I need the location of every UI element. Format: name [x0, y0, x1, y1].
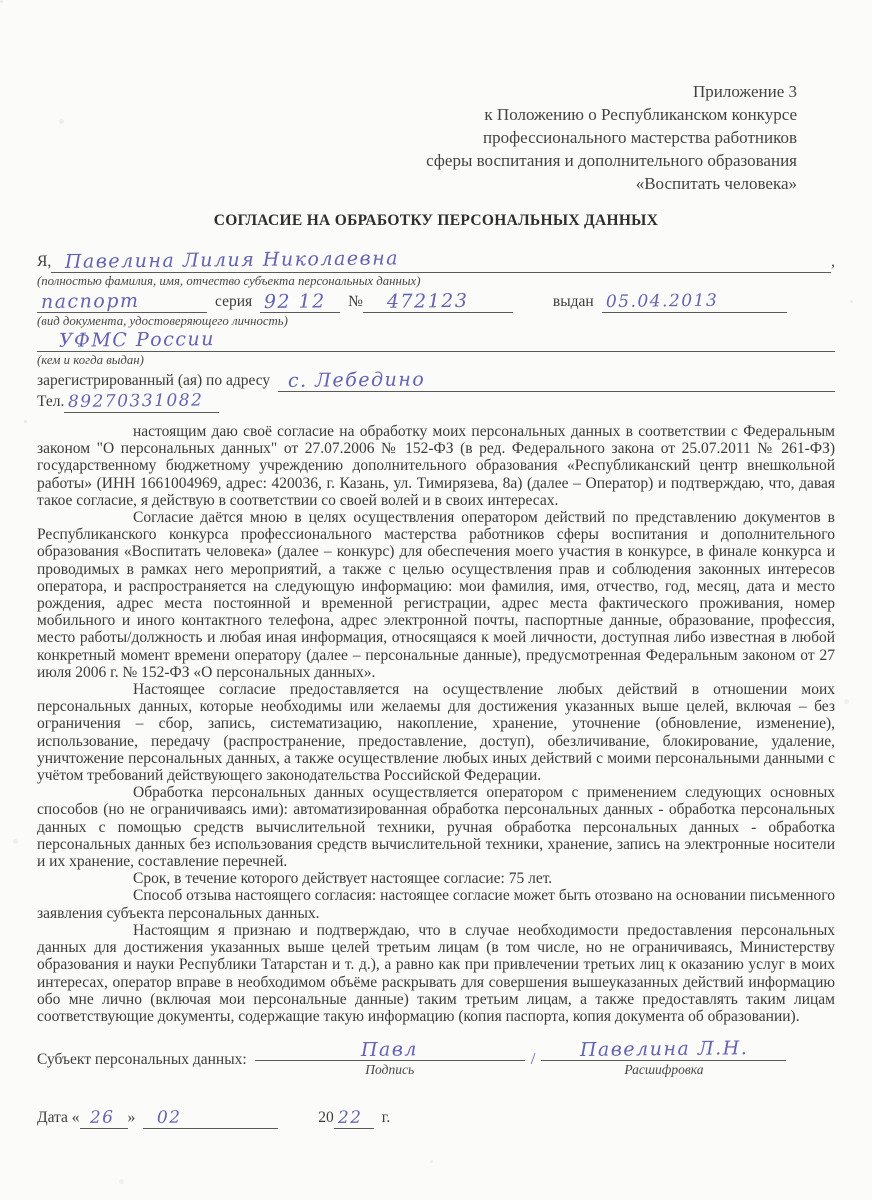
phone-row	[37, 392, 835, 413]
address-field	[278, 368, 835, 392]
issued-date-handwriting: 05.04.2013	[605, 290, 719, 312]
signature-handwriting: Павл	[360, 1038, 419, 1062]
address-row	[37, 368, 835, 392]
issuer-handwriting: УФМС России	[58, 328, 216, 352]
paragraph-actions: Настоящее согласие предоставляется на осуществление любых действий в отношении моих персональных данных, которые необходимы или желаемы для достижения указанных выше целей, включая – без ограничения – сбор, запись, систематизацию, накопление, хранение, уточнение (обновление, изменение), использование, передачу (распространение, предоставление, доступ), обезличивание, блокирование, удаление, уничтожение персональных данных, а также осуществление любых иных действий с моими персональными данными с учётом требований действующего законодательства Российской Федерации.	[37, 681, 835, 785]
issuer-field	[37, 328, 835, 352]
doc-type-handwriting: паспорт	[40, 289, 140, 313]
full-name-row	[37, 247, 835, 273]
series-handwriting: 92 12	[263, 290, 327, 313]
date-year-field	[334, 1109, 374, 1129]
date-day-field	[80, 1109, 128, 1129]
full-name-handwriting: Павелина Лилия Николаевна	[64, 247, 400, 273]
page-title: СОГЛАСИЕ НА ОБРАБОТКУ ПЕРСОНАЛЬНЫХ ДАННЫХ	[213, 212, 659, 229]
full-name-field	[51, 247, 831, 273]
date-suffix: г.	[381, 1109, 391, 1127]
phone-handwriting: 89270331082	[68, 390, 204, 412]
passport-row	[37, 289, 835, 313]
date-century-label: 20	[318, 1109, 334, 1127]
phone-label: Тел.	[37, 393, 65, 410]
phone-field	[64, 390, 219, 413]
date-day-handwriting: 26	[89, 1107, 115, 1129]
number-label: №	[348, 293, 363, 310]
subject-label: Субъект персональных данных:	[37, 1051, 247, 1069]
date-year-handwriting: 22	[337, 1107, 363, 1129]
paragraph-third-parties: Настоящим я признаю и подтверждаю, что в случае необходимости предоставления персональных данных для достижения указанных выше целей третьим лицам (в том числе, но не ограничиваясь, Министерству образования и науки Республики Татарстан и т. д.), а равно как при привлечении третьих лиц к оказанию услуг в моих интересах, оператор вправе в необходимом объёме раскрывать для совершения вышеуказанных действий информацию обо мне лично (включая мои персональные данные) таким третьим лицам, а также предоставлять таким лицам соответствующие документы, содержащие такую информацию (копия паспорта, копия документа об образовании).	[37, 921, 835, 1025]
signature-block	[37, 1037, 835, 1080]
i-label: Я,	[37, 253, 52, 270]
appendix-line: «Воспитать человека»	[635, 174, 797, 193]
issued-label: выдан	[552, 293, 594, 310]
doc-type-field	[37, 289, 207, 313]
signature-separator: /	[530, 1049, 536, 1069]
paragraph-term: Срок, в течение которого действует настоящее согласие: 75 лет.	[133, 870, 553, 888]
number-field	[363, 289, 513, 313]
date-label: Дата «	[37, 1109, 80, 1127]
date-month-handwriting: 02	[157, 1107, 182, 1128]
number-handwriting: 472123	[386, 289, 469, 313]
date-month-field	[143, 1109, 278, 1129]
appendix-line: профессионального мастерства работников	[483, 128, 797, 147]
date-close-quote: »	[127, 1109, 136, 1127]
paragraph-purpose: Согласие даётся мною в целях осуществления оператором действий по представлению документов в Республиканского конкурса профессионального мастерства работников сферы воспитания и дополнительного образования «Воспитать человека» (далее – конкурс) для обеспечения моего участия в конкурсе, в финале конкурса и проводимых в рамках него мероприятий, а также с целью осуществления прав и соблюдения законных интересов оператора, и распространяется на следующую информацию: мои фамилия, имя, отчество, год, месяц, дата и место рождения, адрес места постоянной и временной регистрации, адрес места фактического проживания, номер мобильного и иного контактного телефона, адрес электронной почты, паспортные данные, образование, профессия, место работы/должность и любая иная информация, относящаяся к моей личности, доступная либо известная в любой конкретный момент времени оператору (далее – персональные данные), предусмотренная Федеральным законом от 27 июля 2006 г. № 152-ФЗ «О персональных данных».	[37, 509, 835, 681]
series-field	[260, 290, 340, 313]
appendix-header	[37, 80, 797, 195]
appendix-line: сферы воспитания и дополнительного образования	[426, 151, 797, 170]
address-handwriting: с. Лебедино	[287, 368, 426, 392]
trailing-comma: ,	[831, 253, 835, 270]
issuer-caption: (кем и когда выдан)	[37, 353, 144, 367]
full-name-caption: (полностью фамилия, имя, отчество субъекта персональных данных)	[37, 274, 421, 288]
series-label: серия	[215, 293, 253, 310]
doc-type-caption: (вид документа, удостоверяющего личность)	[37, 314, 288, 328]
paragraph-withdrawal: Способ отзыва настоящего согласия: настоящее согласие может быть отозвано на основании письменного заявления субъекта персональных данных.	[37, 887, 835, 922]
issuer-row	[37, 328, 835, 352]
appendix-line: к Положению о Республиканском конкурсе	[484, 105, 797, 124]
signature-column	[255, 1038, 525, 1080]
appendix-line: Приложение 3	[693, 82, 797, 101]
consent-body	[37, 423, 835, 1025]
decode-caption: Расшифровка	[624, 1062, 704, 1078]
paragraph-consent: настоящим даю своё согласие на обработку моих персональных данных в соответствии с Федеральным законом "О персональных данных" от 27.07.2006 № 152-ФЗ (в ред. Федерального закона от 25.07.2011 № 261-ФЗ) государственному бюджетному учреждению дополнительного образования «Республиканский центр внешкольной работы» (ИНН 1661004969, адрес: 420036, г. Казань, ул. Тимирязева, 8а) (далее – Оператор) и подтверждаю, что, давая такое согласие, я действую в соответствии со своей волей и в своих интересах.	[37, 423, 835, 509]
paragraph-methods: Обработка персональных данных осуществляется оператором с применением следующих основных способов (но не ограничиваясь ими): автоматизированная обработка персональных данных - обработка персональных данных с помощью средств вычислительной техники, ручная обработка персональных данных - обработка персональных данных без использования средств вычислительной техники, хранение, запись на электронные носители и их хранение, составление перечней.	[37, 784, 835, 871]
signature-field	[255, 1038, 525, 1062]
decode-handwriting: Павелина Л.Н.	[579, 1037, 749, 1062]
date-line	[37, 1108, 835, 1129]
address-label: зарегистрированный (ая) по адресу	[37, 372, 271, 389]
issued-date-field	[602, 290, 787, 313]
decode-field	[541, 1037, 786, 1062]
personal-data-fields	[37, 247, 835, 413]
signature-caption: Подпись	[365, 1062, 415, 1078]
decode-column	[541, 1037, 786, 1080]
